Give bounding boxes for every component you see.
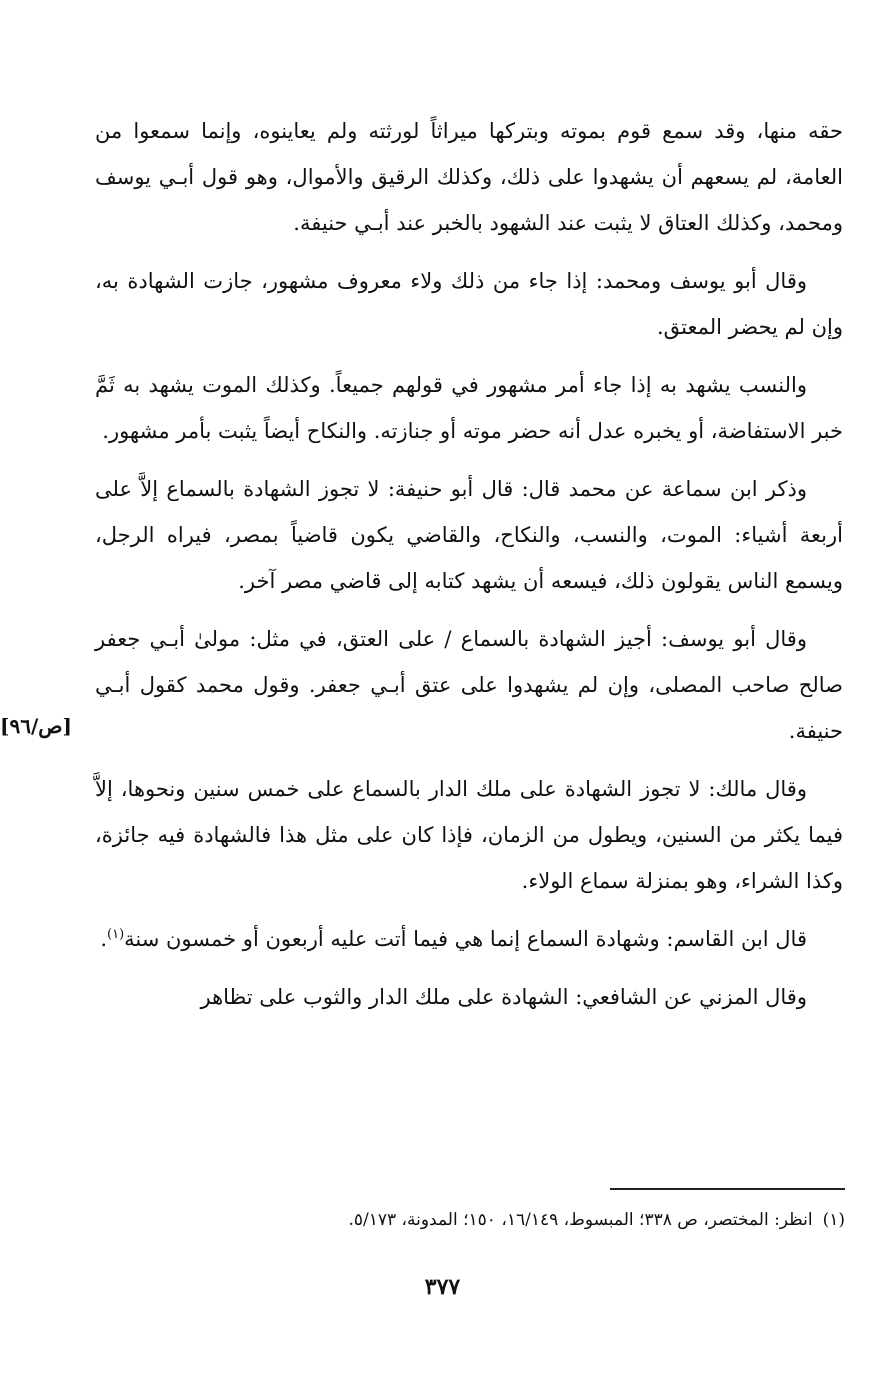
footnote-text: انظر: المختصر، ص ٣٣٨؛ المبسوط، ١٦/١٤٩، ١٥٠؛ المدونة، ٥/١٧٣. [348,1210,813,1230]
footnote-divider [610,1188,845,1190]
paragraph-6: وقال مالك: لا تجوز الشهادة على ملك الدار بالسماع على خمس سنين ونحوها، إلاَّ فيما يكثر من السنين، ويطول من الزمان، فإذا كان على مثل هذا فالشهادة فيه جائزة، وكذا الشراء، وهو بمنزلة سماع الولاء. [95,777,843,893]
footnote-marker[interactable]: (١) [107,927,125,942]
paragraph-5: وقال أبو يوسف: أجيز الشهادة بالسماع / على العتق، في مثل: مولىٰ أبـي جعفر صالح صاحب المصلى، وإن لم يشهدوا على عتق أبـي جعفر. وقول محمد كقول أبـي حنيفة. [95,627,843,743]
main-text [95,108,843,1032]
paragraph-7-text: قال ابن القاسم: وشهادة السماع إنما هي فيما أتت عليه أربعون أو خمسون سنة [124,927,807,951]
paragraph-1: حقه منها، وقد سمع قوم بموته وبتركها ميراثاً لورثته ولم يعاينوه، وإنما سمعوا من العامة، لم يسعهم أن يشهدوا على ذلك، وكذلك الرقيق والأموال، وهو قول أبـي يوسف ومحمد، وكذلك العتاق لا يثبت عند الشهود بالخبر عند أبـي حنيفة. [95,119,843,235]
page-number: ٣٧٧ [424,1274,461,1300]
paragraph-8: وقال المزني عن الشافعي: الشهادة على ملك الدار والثوب على تظاهر [200,985,807,1009]
paragraph-3: والنسب يشهد به إذا جاء أمر مشهور في قولهم جميعاً. وكذلك الموت يشهد به ثَمَّ خبر الاستفاضة، أو يخبره عدل أنه حضر موته أو جنازته. والنكاح أيضاً يثبت بأمر مشهور. [95,373,843,443]
paragraph-2: وقال أبو يوسف ومحمد: إذا جاء من ذلك ولاء معروف مشهور، جازت الشهادة به، وإن لم يحضر المعتق. [95,269,843,339]
paragraph-7: قال ابن القاسم: وشهادة السماع إنما هي فيما أتت عليه أربعون أو خمسون سنة$^{(١)}$. [100,927,807,951]
margin-page-reference: [ص/٩٦] [0,714,72,738]
paragraph-4: وذكر ابن سماعة عن محمد قال: قال أبو حنيفة: لا تجوز الشهادة بالسماع إلاَّ على أربعة أشياء: الموت، والنسب، والنكاح، والقاضي يكون قاضياً بمصر، فيراه الرجل، ويسمع الناس يقولون ذلك، فيسعه أن يشهد كتابه إلى قاضي مصر آخر. [95,477,843,593]
footnote [150,1206,845,1234]
footnote-number: (١) [822,1210,845,1230]
